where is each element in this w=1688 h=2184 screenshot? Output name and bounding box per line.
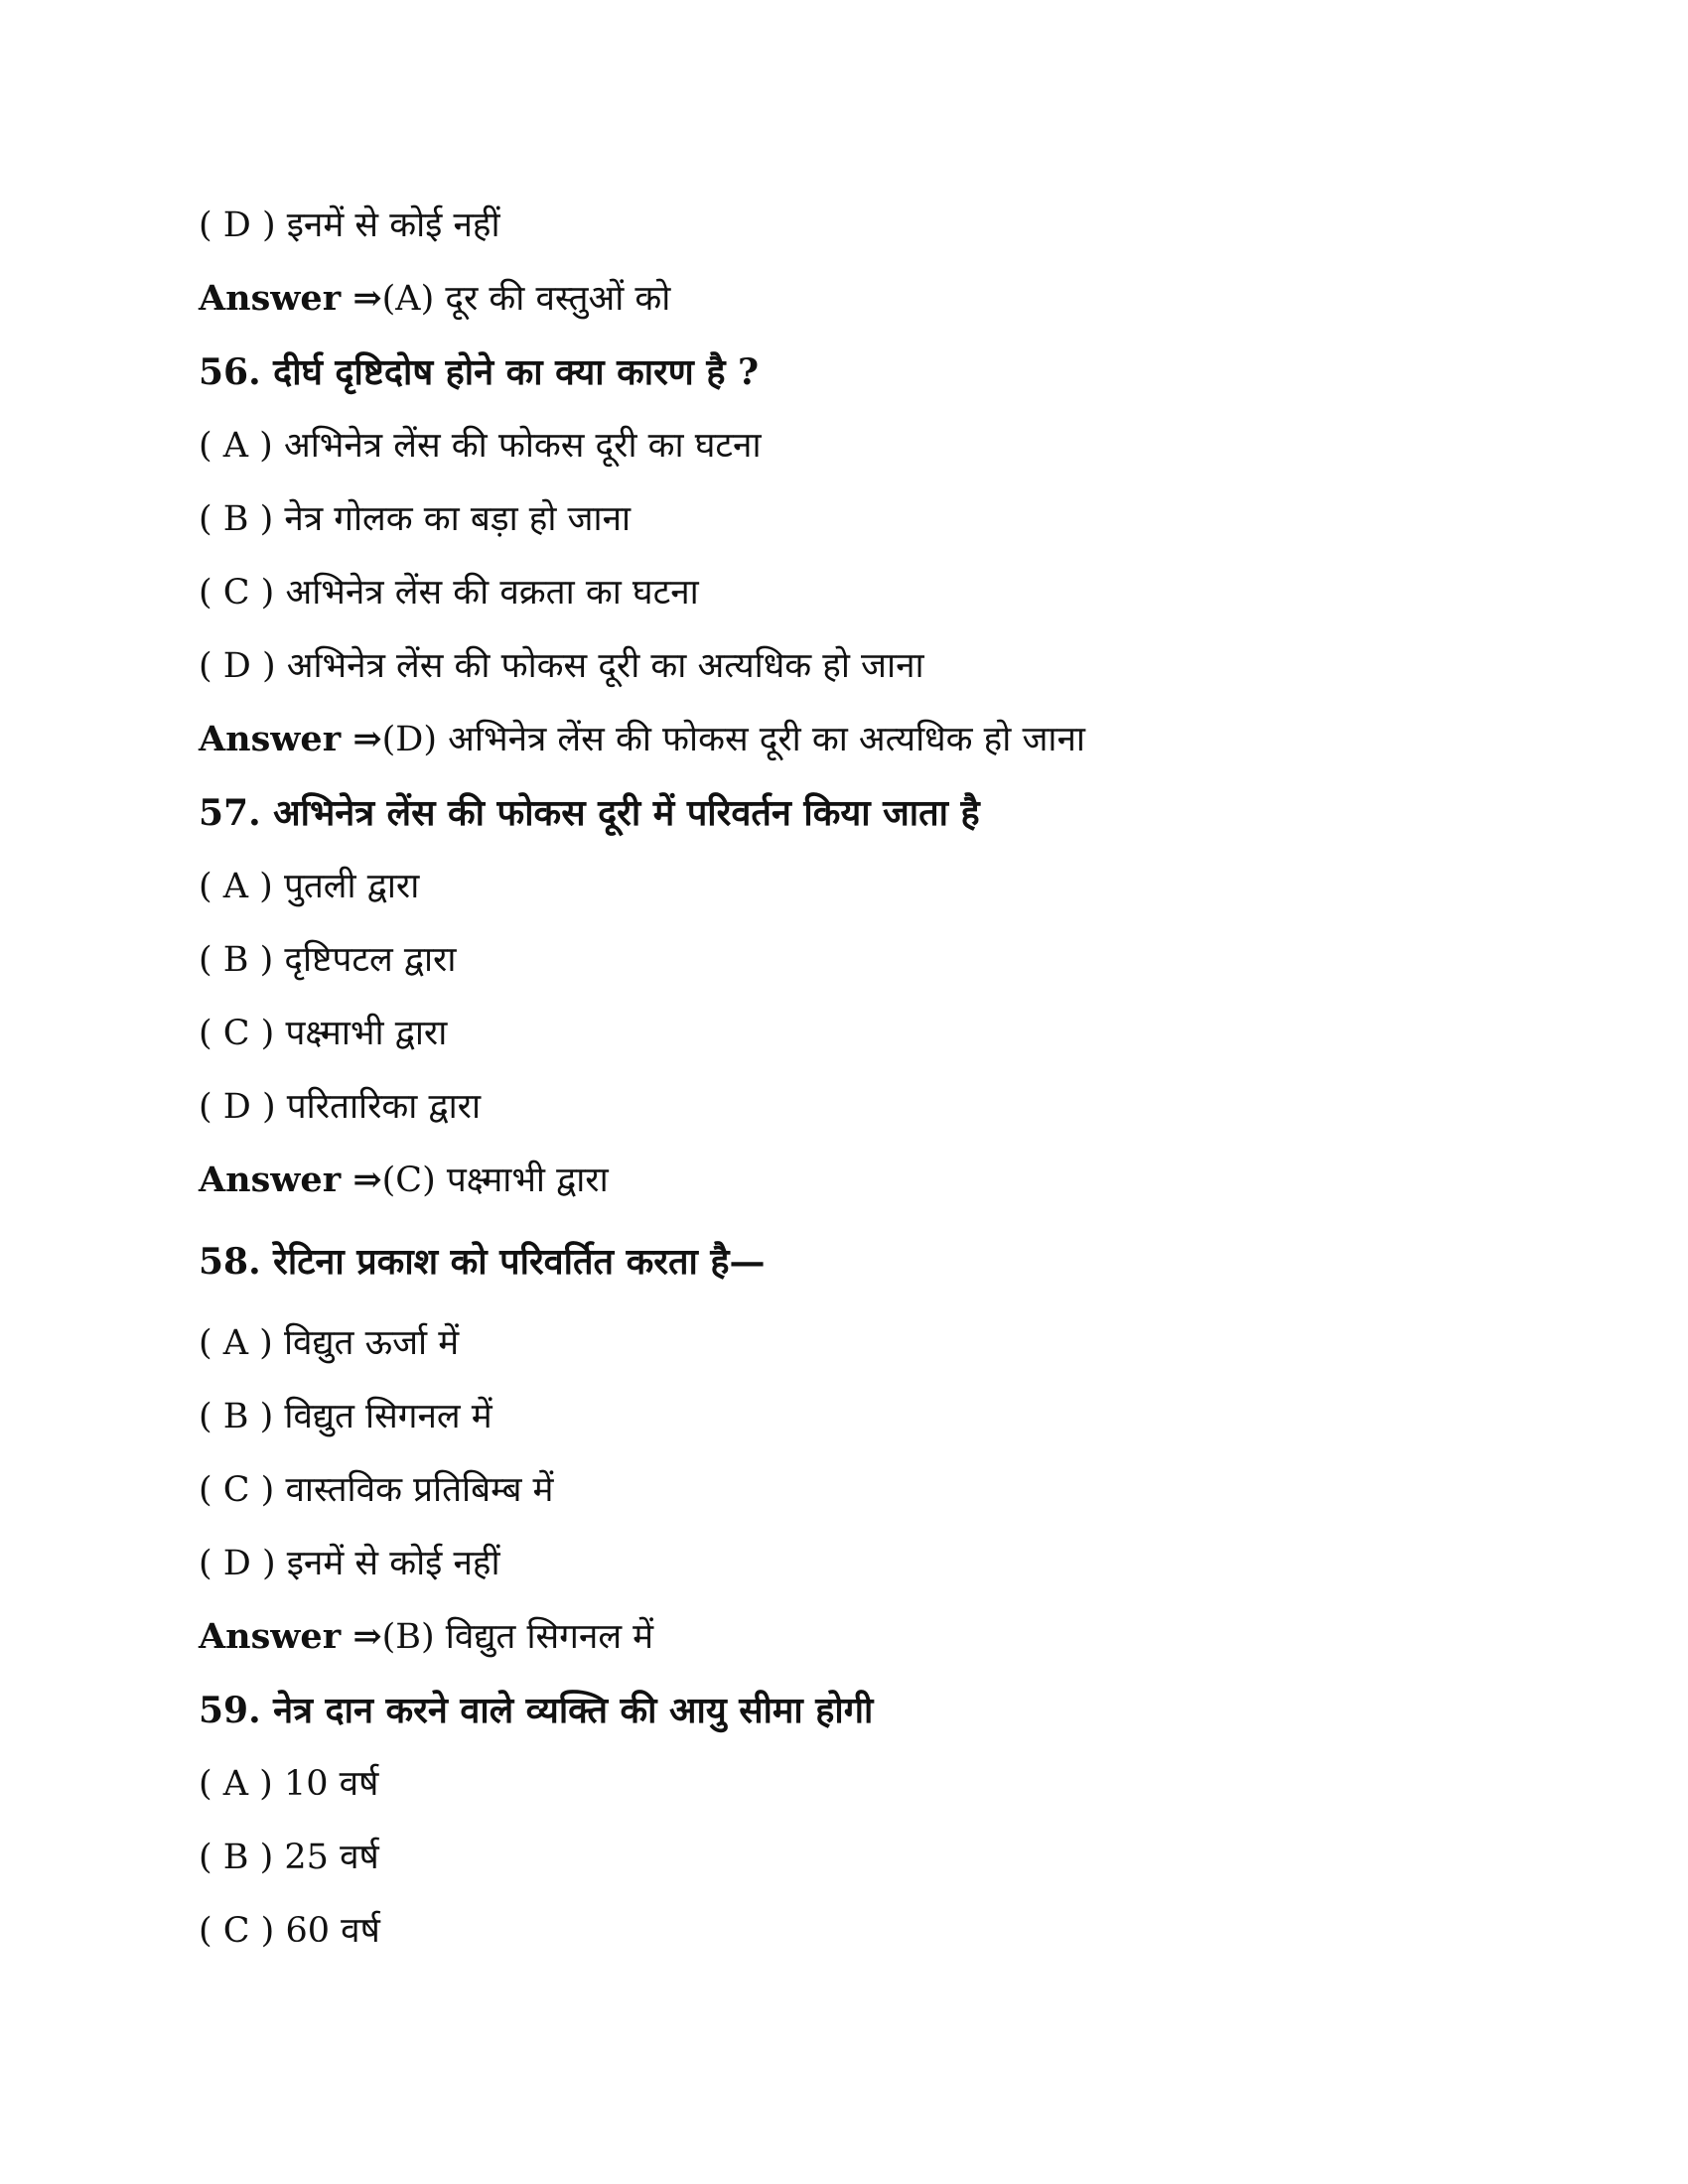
option-b: ( B ) नेत्र गोलक का बड़ा हो जाना (199, 499, 632, 539)
answer-line (199, 703, 1589, 776)
option-c: ( C ) वास्तविक प्रतिबिम्ब में (199, 1470, 554, 1510)
answer-line (199, 1144, 1589, 1217)
question-58: 58. रेटिना प्रकाश को परिवर्तित करता है— (199, 1241, 766, 1283)
option-a: ( A ) विद्युत ऊर्जा में (199, 1323, 460, 1363)
option-d: ( D ) परितारिका द्वारा (199, 1087, 482, 1127)
option-d: ( D ) इनमें से कोई नहीं (199, 1544, 500, 1583)
option-a: ( A ) अभिनेत्र लेंस की फोकस दूरी का घटना (199, 426, 762, 466)
answer-label: Answer ⇒ (199, 1160, 382, 1200)
answer-label: Answer ⇒ (199, 1616, 382, 1657)
answer-text: (B) विद्युत सिगनल में (381, 1617, 654, 1657)
answer-text: (C) पक्ष्माभी द्वारा (381, 1160, 609, 1200)
question-57: 57. अभिनेत्र लेंस की फोकस दूरी में परिवर्तन किया जाता है (199, 792, 980, 834)
option-b: ( B ) विद्युत सिगनल में (199, 1397, 492, 1436)
answer-line (199, 262, 1589, 336)
document-page (199, 189, 1589, 1968)
answer-line (199, 1600, 1589, 1674)
question-59: 59. नेत्र दान करने वाले व्यक्ति की आयु सीमा होगी (199, 1690, 874, 1731)
option-b: ( B ) 25 वर्ष (199, 1838, 379, 1877)
option-a: ( A ) पुतली द्वारा (199, 867, 420, 906)
question-56: 56. दीर्घ दृष्टिदोष होने का क्या कारण है ? (199, 351, 760, 393)
answer-text: (D) अभिनेत्र लेंस की फोकस दूरी का अत्यधिक हो जाना (381, 720, 1085, 759)
answer-label: Answer ⇒ (199, 278, 382, 319)
option-c: ( C ) पक्ष्माभी द्वारा (199, 1014, 448, 1053)
option-b: ( B ) दृष्टिपटल द्वारा (199, 940, 457, 980)
option-d: ( D ) अभिनेत्र लेंस की फोकस दूरी का अत्यधिक हो जाना (199, 646, 924, 686)
answer-label: Answer ⇒ (199, 719, 382, 759)
answer-text: (A) दूर की वस्तुओं को (381, 279, 671, 319)
option-a: ( A ) 10 वर्ष (199, 1764, 379, 1804)
option-d: ( D ) इनमें से कोई नहीं (199, 205, 500, 245)
option-c: ( C ) 60 वर्ष (199, 1911, 380, 1951)
option-c: ( C ) अभिनेत्र लेंस की वक्रता का घटना (199, 573, 699, 613)
